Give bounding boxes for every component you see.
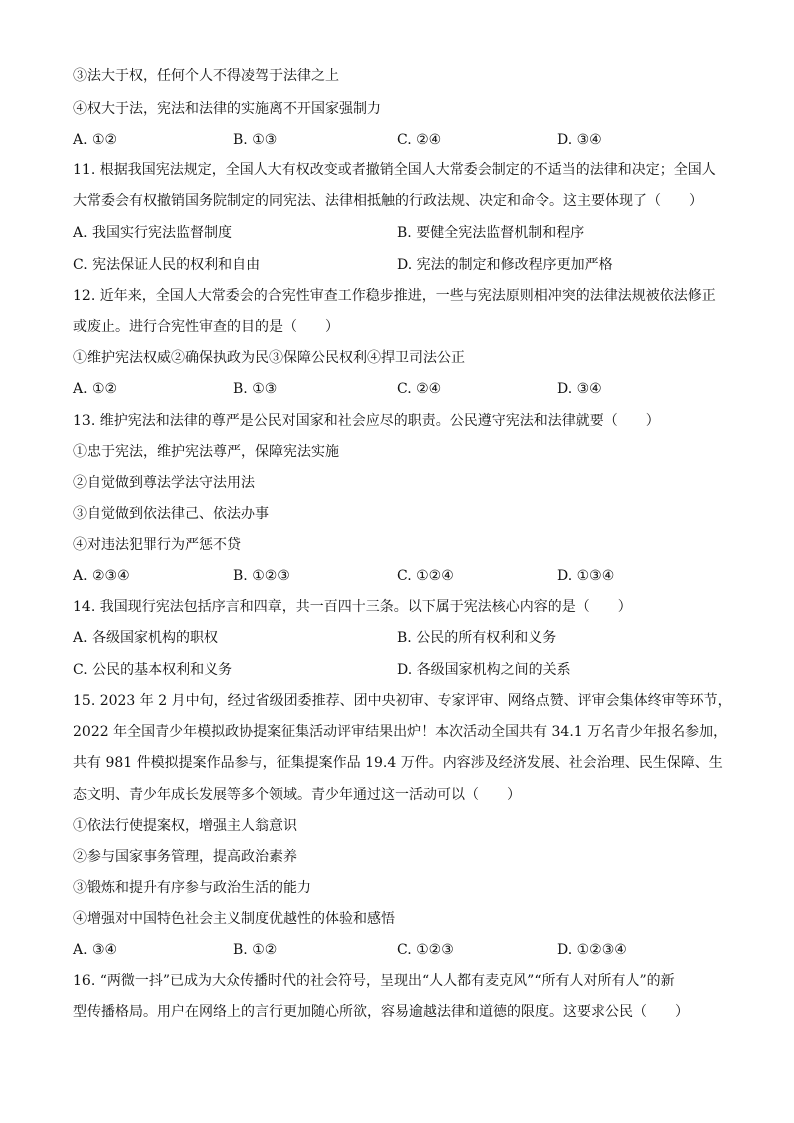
q12-items: ①维护宪法权威②确保执政为民③保障公民权利④捍卫司法公正 [73,350,465,366]
q10-option-c: C. ②④ [397,132,442,148]
q15-item-2: ②参与国家事务管理，提高政治素养 [73,849,297,865]
q10-item-3: ③法大于权，任何个人不得凌驾于法律之上 [73,68,339,84]
q10-item-4: ④权大于法，宪法和法律的实施离不开国家强制力 [73,101,381,117]
q13-option-a: A. ②③④ [73,568,130,584]
q15-stem-line-1: 15. 2023 年 2 月中旬，经过省级团委推荐、团中央初审、专家评审、网络点赞、评审会集体终审等环节， [73,693,732,709]
q15-item-4: ④增强对中国特色社会主义制度优越性的体验和感悟 [73,911,395,927]
q16-stem-line-2: 型传播格局。用户在网络上的言行更加随心所欲，容易逾越法律和道德的限度。这要求公民（ ） [73,1004,689,1020]
q13-item-2: ②自觉做到尊法学法守法用法 [73,475,255,491]
q11-stem-line-2: 大常委会有权撤销国务院制定的同宪法、法律相抵触的行政法规、决定和命令。这主要体现了（ ） [73,193,703,209]
q14-option-b: B. 公民的所有权利和义务 [397,630,557,646]
q12-stem-line-2: 或废止。进行合宪性审查的目的是（ ） [73,319,339,335]
q15-option-c: C. ①②③ [397,942,454,958]
q14-stem-line-1: 14. 我国现行宪法包括序言和四章，共一百四十三条。以下属于宪法核心内容的是（ ） [73,599,632,615]
q13-item-1: ①忠于宪法，维护宪法尊严，保障宪法实施 [73,444,339,460]
q15-stem-line-4: 态文明、青少年成长发展等多个领域。青少年通过这一活动可以（ ） [73,787,521,803]
q10-option-a: A. ①② [73,132,118,148]
q13-stem-line-1: 13. 维护宪法和法律的尊严是公民对国家和社会应尽的职责。公民遵守宪法和法律就要（ ） [73,413,660,429]
q15-option-a: A. ③④ [73,942,118,958]
q13-option-d: D. ①③④ [557,568,615,584]
q15-option-b: B. ①② [233,942,278,958]
q15-stem-line-2: 2022 年全国青少年模拟政协提案征集活动评审结果出炉！本次活动全国共有 34.1 万名青少年报名参加， [73,724,728,740]
q14-option-a: A. 各级国家机构的职权 [73,630,219,646]
q12-option-c: C. ②④ [397,381,442,397]
q10-option-d: D. ③④ [557,132,602,148]
q12-stem-line-1: 12. 近年来，全国人大常委会的合宪性审查工作稳步推进，一些与宪法原则相冲突的法律法规被依法修正 [73,288,716,304]
q11-option-c: C. 宪法保证人民的权利和自由 [73,257,261,273]
q12-option-b: B. ①③ [233,381,278,397]
q12-option-a: A. ①② [73,381,118,397]
q13-item-3: ③自觉做到依法律己、依法办事 [73,506,269,522]
q10-option-b: B. ①③ [233,132,278,148]
q15-item-1: ①依法行使提案权，增强主人翁意识 [73,818,297,834]
q11-option-b: B. 要健全宪法监督机制和程序 [397,225,585,241]
q11-stem-line-1: 11. 根据我国宪法规定，全国人大有权改变或者撤销全国人大常委会制定的不适当的法律和决定；全国人 [73,162,716,178]
q13-option-b: B. ①②③ [233,568,290,584]
q16-stem-line-1: 16. “两微一抖”已成为大众传播时代的社会符号，呈现出“人人都有麦克风”“所有人对所有人”的新 [73,973,675,989]
q13-item-4: ④对违法犯罪行为严惩不贷 [73,537,241,553]
q14-option-c: C. 公民的基本权利和义务 [73,662,233,678]
q15-stem-line-3: 共有 981 件模拟提案作品参与，征集提案作品 19.4 万件。内容涉及经济发展、社会治理、民生保障、生 [73,755,723,771]
q15-option-d: D. ①②③④ [557,942,627,958]
q14-option-d: D. 各级国家机构之间的关系 [397,662,571,678]
q15-item-3: ③锻炼和提升有序参与政治生活的能力 [73,880,311,896]
q12-option-d: D. ③④ [557,381,602,397]
q13-option-c: C. ①②④ [397,568,454,584]
q11-option-d: D. 宪法的制定和修改程序更加严格 [397,257,613,273]
q11-option-a: A. 我国实行宪法监督制度 [73,225,233,241]
